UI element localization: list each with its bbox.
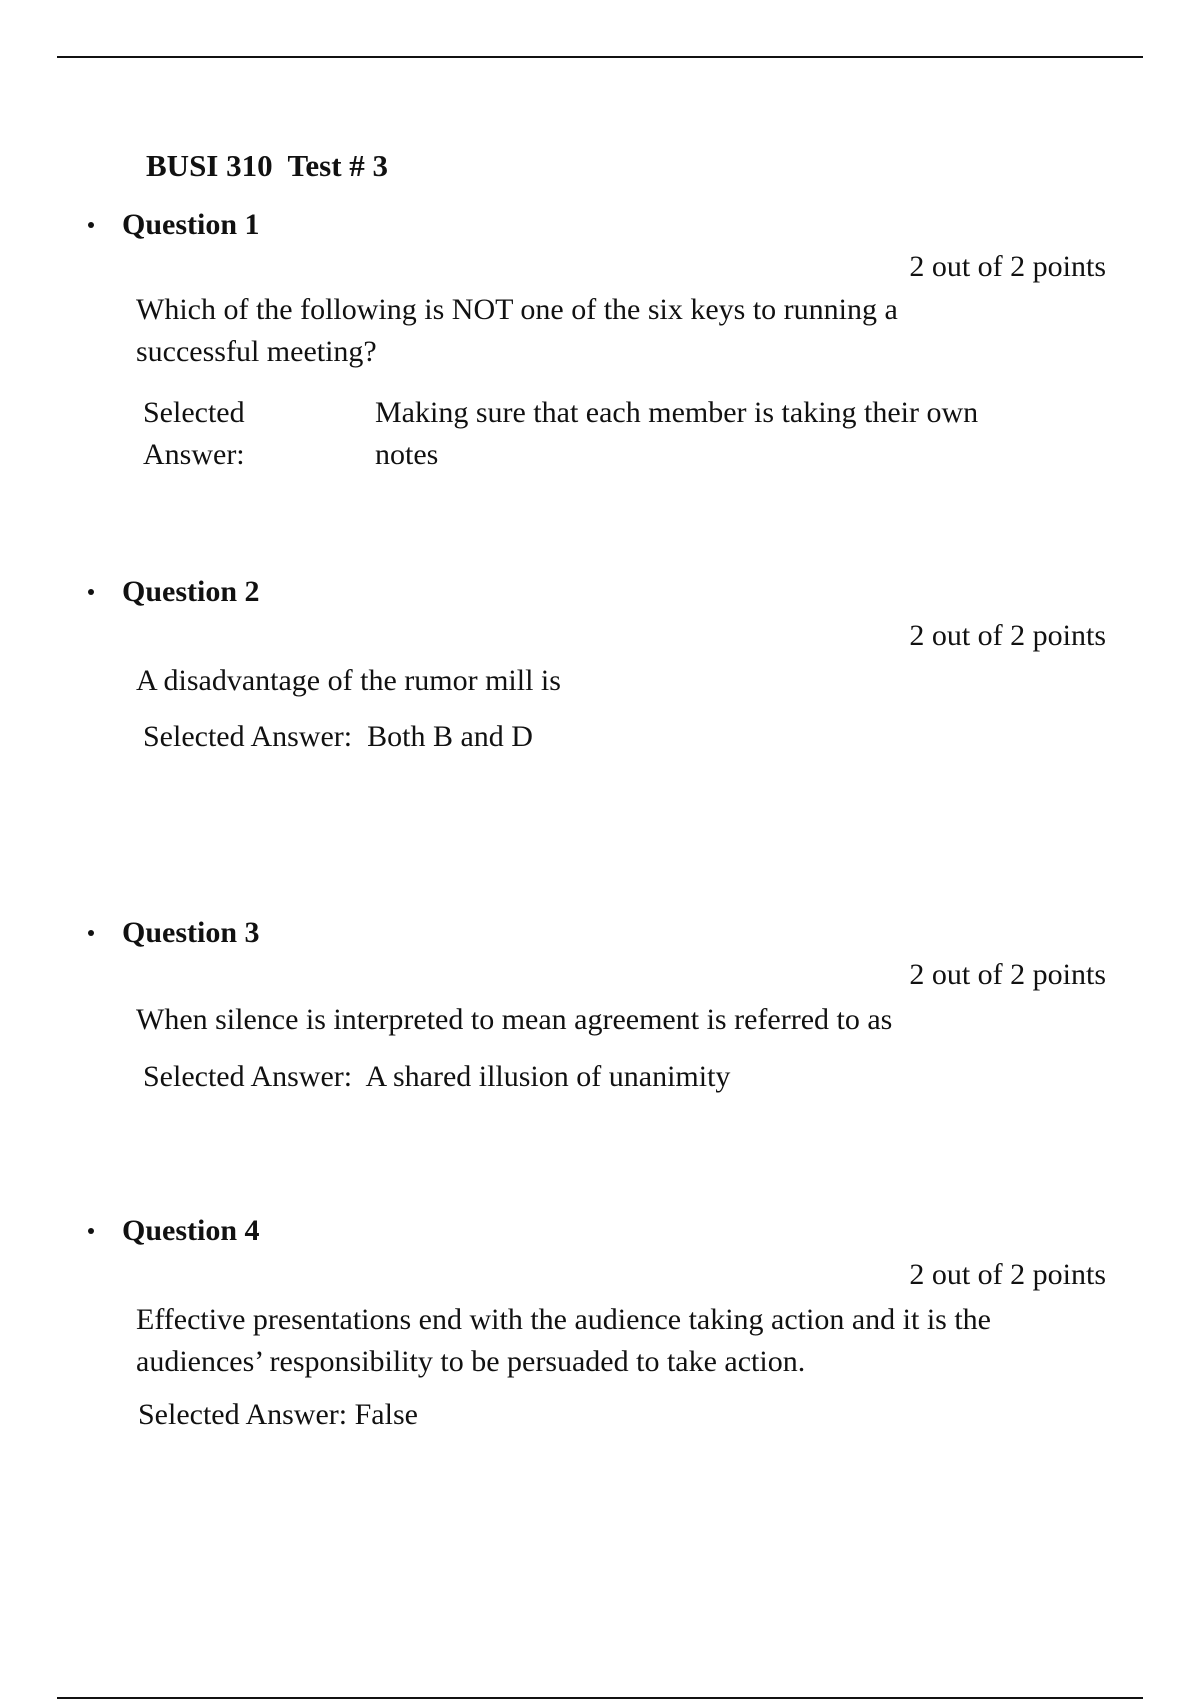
question-text: Effective presentations end with the audience taking action and it is the audiences’ responsibility to be persuaded to take action.: [136, 1303, 991, 1378]
top-divider: [57, 56, 1143, 58]
bullet-icon: [88, 930, 94, 936]
question-points: 2 out of 2 points: [909, 1258, 1106, 1291]
question-points: 2 out of 2 points: [909, 250, 1106, 283]
question-header: [88, 913, 260, 953]
question-text: When silence is interpreted to mean agreement is referred to as: [136, 1003, 893, 1036]
selected-answer-line: Selected Answer: A shared illusion of unanimity: [143, 1060, 731, 1093]
question-header: [88, 1211, 260, 1251]
question-text: A disadvantage of the rumor mill is: [136, 664, 561, 697]
selected-answer-line: Selected Answer: False: [138, 1398, 418, 1431]
question-label: Question 2: [122, 575, 260, 608]
question-label: Question 1: [122, 208, 260, 241]
question-1: [0, 205, 1200, 485]
question-label: Question 3: [122, 916, 260, 949]
question-points: 2 out of 2 points: [909, 619, 1106, 652]
question-header: [88, 205, 260, 245]
selected-answer-label: Selected Answer:: [143, 396, 245, 471]
question-2: [0, 572, 1200, 772]
selected-answer-line: Selected Answer: Both B and D: [143, 720, 533, 753]
question-text: Which of the following is NOT one of the six keys to running a successful meeting?: [136, 293, 898, 368]
selected-answer-value: Making sure that each member is taking their own notes: [375, 396, 979, 471]
question-label: Question 4: [122, 1214, 260, 1247]
bullet-icon: [88, 589, 94, 595]
question-3: [0, 913, 1200, 1113]
bullet-icon: [88, 1228, 94, 1234]
question-points: 2 out of 2 points: [909, 958, 1106, 991]
question-4: [0, 1211, 1200, 1451]
bullet-icon: [88, 222, 94, 228]
document-title: BUSI 310 Test # 3: [146, 148, 389, 183]
selected-answer-block: [143, 392, 1035, 476]
bottom-divider: [57, 1697, 1143, 1699]
question-header: [88, 572, 260, 612]
